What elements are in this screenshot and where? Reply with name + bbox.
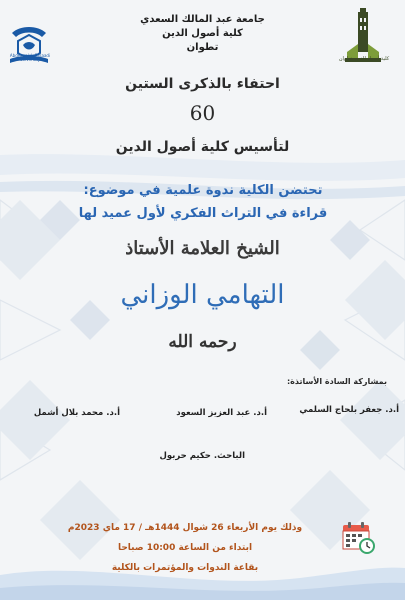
participant-4: الباحث. حكيم حربول [159,451,245,461]
celebration-title: احتفاء بالذكرى الستين [125,76,280,92]
participant-3: أ.د. محمد بلال أشمل [33,408,120,418]
event-place: بقاعة الندوات والمؤتمرات بالكلية [111,563,259,573]
calendar-clock-icon [341,520,377,556]
participant-2: أ.د. عبد العزيز السعود [176,408,267,418]
city-name: تطوان [186,42,219,53]
honoree-name: التهامي الوزاني [120,280,285,310]
anniversary-number: 60 [189,101,216,125]
honoree-title: الشيخ العلامة الأستاذ [125,238,280,259]
faculty-logo-caption: كلية أصول الدين بتطوان [338,56,390,62]
seminar-topic: قراءة في التراث الفكري لأول عميد لها [78,206,328,221]
celebration-subtitle: لتأسيس كلية أصول الدين [115,139,290,155]
participants-heading: بمشاركة السادة الأساتذة: [286,377,387,386]
event-time: ابتداء من الساعة 10:00 صباحا [117,543,253,553]
participant-1: أ.د. جعفر بلحاج السلمي [299,405,399,415]
honoree-blessing: رحمه الله [168,332,237,352]
event-date: وذلك يوم الأربعاء 26 شوال 1444هـ / 17 ماي 2023م [67,523,303,533]
seminar-intro: تحتضن الكلية ندوة علمية في موضوع: [83,183,323,198]
faculty-name: كلية أصول الدين [162,28,243,39]
university-name: جامعة عبد المالك السعدي [140,14,265,25]
university-logo-caption: Abdelmalek Essaadi University [9,53,51,62]
